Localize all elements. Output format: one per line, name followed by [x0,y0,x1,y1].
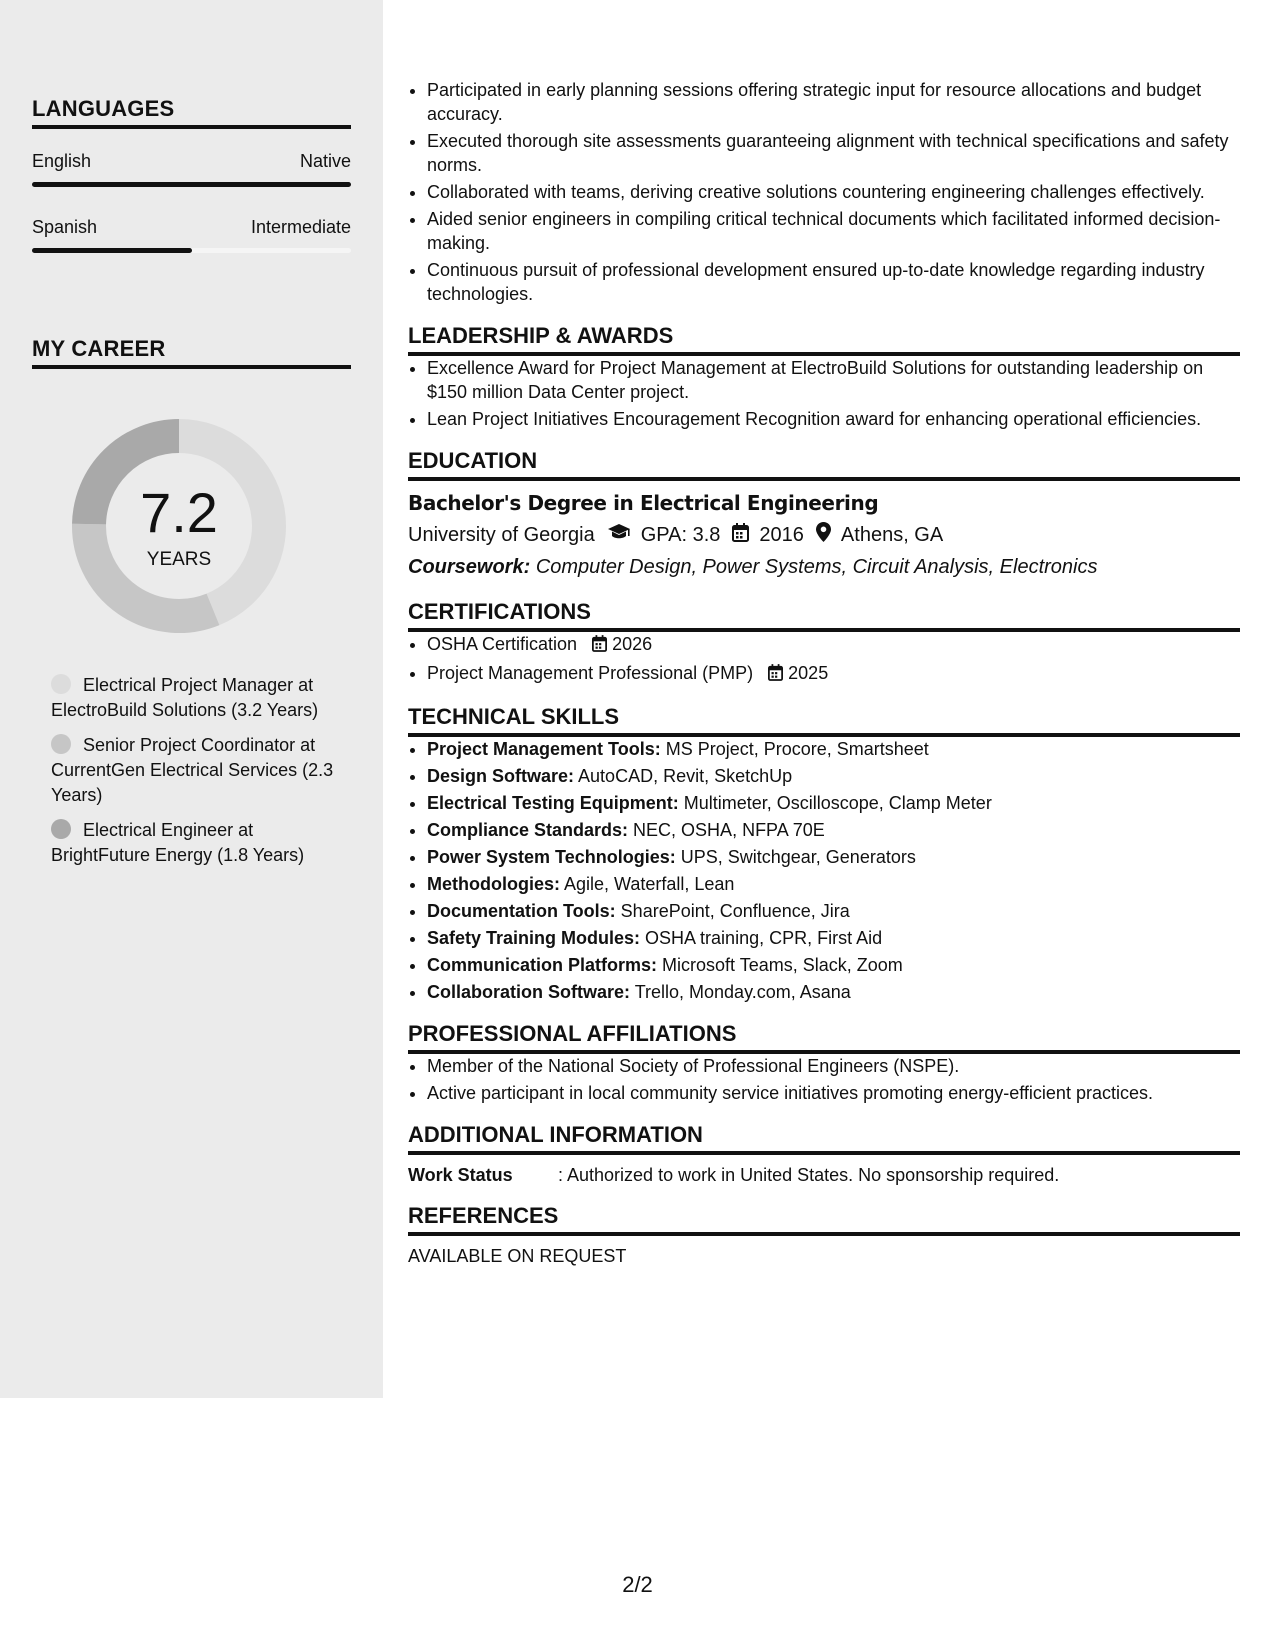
experience-bullets [408,78,1240,306]
list-item [427,953,1240,977]
additional-key: Work Status [408,1165,513,1185]
certification-year: 2026 [612,634,653,654]
legend-dot [51,674,71,694]
map-pin-icon [816,522,831,548]
references-section [408,1203,1240,1267]
list-item [427,764,1240,788]
list-item [427,845,1240,869]
certification-year: 2025 [788,663,829,683]
section-heading: PROFESSIONAL AFFILIATIONS [408,1021,1240,1054]
list-item: • Aided senior engineers in compiling critical technical documents which facilitated informed decision-making. [427,207,1240,255]
legend-dot [51,734,71,754]
sidebar [0,0,383,1398]
list-item [427,632,1240,658]
skill-value: Trello, Monday.com, Asana [630,982,851,1002]
legend-label: Electrical Project Manager at ElectroBuild Solutions (3.2 Years) [51,675,319,720]
skill-value: OSHA training, CPR, First Aid [640,928,883,948]
calendar-icon [592,634,607,658]
career-total-value: 7.2 [140,481,218,544]
legend-item [51,673,341,723]
list-item [427,791,1240,815]
career-section [32,336,351,369]
additional-row [408,1165,1240,1186]
affiliations-list [408,1054,1240,1105]
skill-label: Electrical Testing Equipment: [427,793,679,813]
legend-item [51,818,341,868]
leadership-list [408,356,1240,431]
education-year: 2016 [759,523,804,546]
skill-label: Design Software: [427,766,575,786]
certifications-section [408,599,1240,687]
skill-label: Collaboration Software: [427,982,631,1002]
languages-section [32,96,351,253]
list-item: • Collaborated with teams, deriving creative solutions countering engineering challenges effectively. [427,180,1240,204]
coursework-label: Coursework: [408,556,531,578]
skill-label: Methodologies: [427,874,560,894]
list-item: • Excellence Award for Project Management at ElectroBuild Solutions for outstanding leadership on $150 million Data Center project. [427,356,1240,404]
skill-value: Multimeter, Oscilloscope, Clamp Meter [678,793,992,813]
education-gpa: GPA: 3.8 [640,523,721,546]
certifications-list [408,632,1240,687]
graduation-cap-icon [607,523,631,547]
career-legend [51,673,341,878]
education-degree: Bachelor's Degree in Electrical Engineering [408,491,879,515]
skill-value: UPS, Switchgear, Generators [675,847,916,867]
language-level: Native [299,151,351,171]
education-location: Athens, GA [840,523,944,546]
skill-value: MS Project, Procore, Smartsheet [660,739,929,759]
references-text: AVAILABLE ON REQUEST [408,1246,627,1266]
skill-label: Communication Platforms: [427,955,658,975]
career-total-unit: YEARS [146,549,212,570]
skill-label: Project Management Tools: [427,739,661,759]
skills-list [408,737,1240,1004]
legend-item [51,733,341,808]
list-item: • Member of the National Society of Professional Engineers (NSPE). [427,1054,1240,1078]
list-item: • Continuous pursuit of professional development ensured up-to-date knowledge regarding industry technologies. [427,258,1240,306]
section-heading: LEADERSHIP & AWARDS [408,323,1240,356]
page-number: 2/2 [622,1572,653,1597]
additional-value: : Authorized to work in United States. No sponsorship required. [558,1165,1060,1185]
skill-value: Microsoft Teams, Slack, Zoom [657,955,903,975]
language-proficiency-bar [32,182,351,187]
list-item [427,661,1240,687]
list-item: • Executed thorough site assessments guaranteeing alignment with technical specifications and safety norms. [427,129,1240,177]
section-heading: ADDITIONAL INFORMATION [408,1122,1240,1155]
list-item [427,737,1240,761]
list-item: • Participated in early planning sessions offering strategic input for resource allocations and budget accuracy. [427,78,1240,126]
section-heading: TECHNICAL SKILLS [408,704,1240,737]
languages-heading: LANGUAGES [32,96,351,129]
section-heading: EDUCATION [408,448,1240,481]
affiliations-section [408,1021,1240,1105]
list-item [427,980,1240,1004]
language-level: Intermediate [250,217,351,237]
education-meta [408,522,1240,548]
language-name: Spanish [32,217,98,237]
skill-value: Agile, Waterfall, Lean [560,874,735,894]
language-proficiency-fill [32,248,192,253]
language-proficiency-fill [32,182,351,187]
section-heading: CERTIFICATIONS [408,599,1240,632]
career-heading: MY CAREER [32,336,351,369]
list-item: • Lean Project Initiatives Encouragement Recognition award for enhancing operational efficiencies. [427,407,1240,431]
skill-label: Documentation Tools: [427,901,616,921]
legend-label: Electrical Engineer at BrightFuture Energy (1.8 Years) [51,820,305,865]
legend-label: Senior Project Coordinator at CurrentGen Electrical Services (2.3 Years) [51,735,334,805]
skill-value: SharePoint, Confluence, Jira [615,901,850,921]
leadership-section [408,323,1240,431]
language-name: English [32,151,92,171]
education-school: University of Georgia [408,523,595,546]
skill-value: AutoCAD, Revit, SketchUp [574,766,793,786]
list-item [427,899,1240,923]
language-item [32,217,351,253]
skill-label: Compliance Standards: [427,820,629,840]
skill-label: Power System Technologies: [427,847,676,867]
language-item [32,151,351,187]
main-content [408,78,1240,1267]
skills-section [408,704,1240,1004]
language-proficiency-bar [32,248,351,253]
skill-value: NEC, OSHA, NFPA 70E [628,820,825,840]
list-item [427,872,1240,896]
education-coursework [408,556,1240,579]
certification-name: OSHA Certification [427,634,578,654]
list-item [427,926,1240,950]
list-item [427,818,1240,842]
additional-section [408,1122,1240,1186]
certification-name: Project Management Professional (PMP) [427,663,754,683]
coursework-value: Computer Design, Power Systems, Circuit Analysis, Electronics [535,556,1098,578]
skill-label: Safety Training Modules: [427,928,641,948]
career-donut-chart [66,413,292,639]
legend-dot [51,819,71,839]
education-section [408,448,1240,579]
calendar-icon [732,523,749,548]
calendar-icon [768,663,783,687]
donut-center [66,413,292,639]
section-heading: REFERENCES [408,1203,1240,1236]
list-item: • Active participant in local community service initiatives promoting energy-efficient practices. [427,1081,1240,1105]
